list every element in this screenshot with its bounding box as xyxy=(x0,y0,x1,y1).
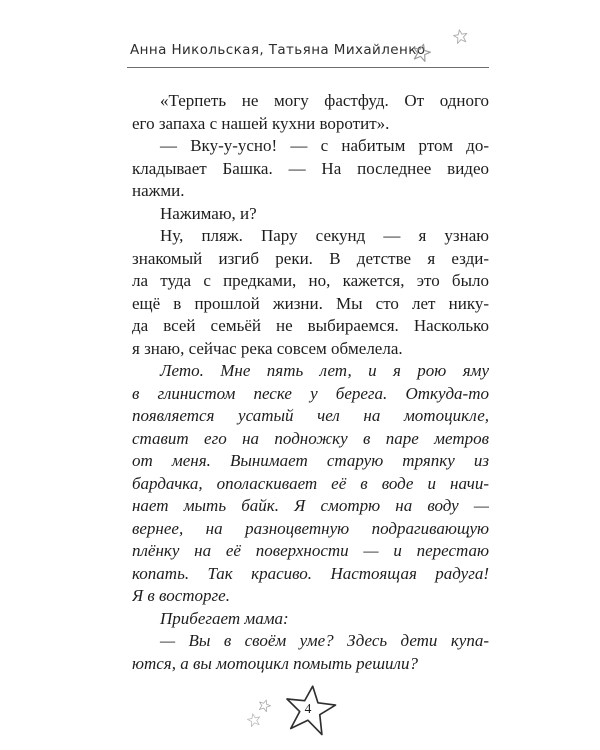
text-line: кладывает Башка. — На последнее видео xyxy=(132,158,489,178)
text-line: Ну, пляж. Пару секунд — я узнаю xyxy=(160,226,489,245)
text-line: ставит его на подножку в паре метров xyxy=(132,428,489,448)
header-rule xyxy=(127,67,489,68)
page-number: 4 xyxy=(304,701,312,716)
text-line: нает мыть байк. Я смотрю на воду — xyxy=(132,496,489,515)
text-line: — Вы в своём уме? Здесь дети купа- xyxy=(160,631,489,650)
star-outline-icon xyxy=(410,41,433,64)
text-line: знакомый изгиб реки. В детстве я езди- xyxy=(132,248,489,268)
text-line: появляется усатый чел на мотоцикле, xyxy=(132,406,489,425)
text-line: ла туда с предками, но, кажется, это было xyxy=(132,271,489,290)
text-line: ются, а вы мотоцикл помыть решили? xyxy=(132,653,418,673)
star-outline-icon xyxy=(452,28,469,45)
text-line: Лето. Мне пять лет, и я рою яму xyxy=(160,361,489,380)
text-line: Нажимаю, и? xyxy=(160,203,257,223)
authors-running-title: Анна Никольская, Татьяна Михайленко xyxy=(130,42,426,58)
text-line: вернее, на разноцветную подрагивающую xyxy=(132,518,489,538)
text-line: Я в восторге. xyxy=(132,586,230,605)
text-line: ещё в прошлой жизни. Мы сто лет нику- xyxy=(132,293,489,313)
text-line: «Терпеть не могу фастфуд. От одного xyxy=(160,91,489,110)
text-line: его запаха с нашей кухни воротит». xyxy=(132,113,390,133)
text-line: в глинистом песке у берега. Откуда-то xyxy=(132,383,489,403)
star-outline-icon xyxy=(246,712,263,729)
text-block xyxy=(132,90,489,675)
text-line: от меня. Вынимает старую тряпку из xyxy=(132,451,489,470)
text-line: да всей семьёй не выбираемся. Насколько xyxy=(132,316,489,335)
text-line: я знаю, сейчас река совсем обмелела. xyxy=(132,338,403,358)
text-line: — Вку-у-усно! — с набитым ртом до- xyxy=(160,136,489,155)
text-line: плёнку на её поверхности — и перестаю xyxy=(132,541,489,560)
text-line: нажми. xyxy=(132,181,185,200)
text-line: копать. Так красиво. Настоящая радуга! xyxy=(132,563,489,583)
text-line: бардачка, ополаскивает её в воде и начи- xyxy=(132,473,489,493)
text-line: Прибегает мама: xyxy=(160,608,289,628)
